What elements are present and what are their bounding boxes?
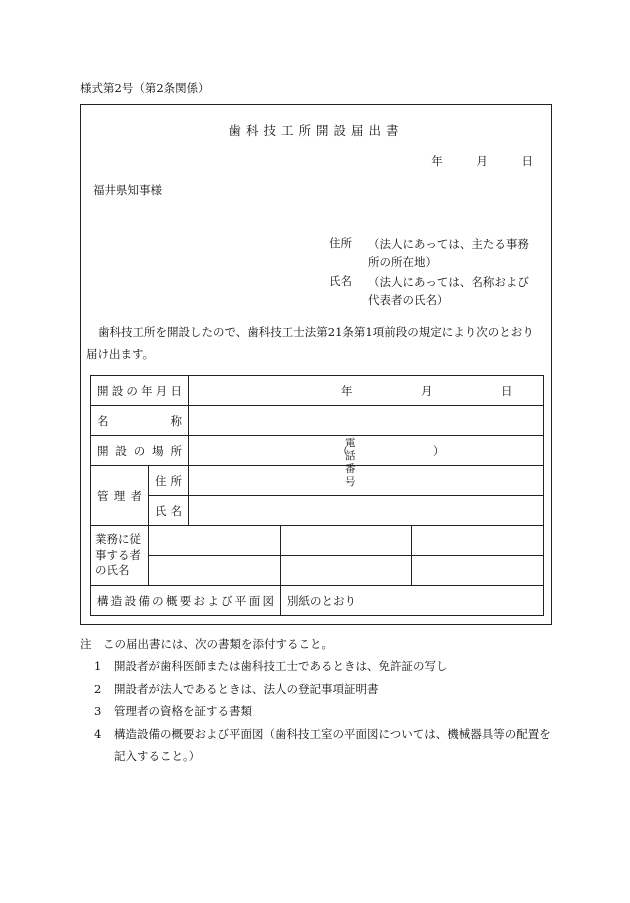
- phone-label: 電話番号: [345, 437, 359, 489]
- body-text: 歯科技工所を開設したので、歯科技工士法第21条第1項前段の規定により次のとおり届け出ます。: [86, 325, 534, 362]
- applicant-name[interactable]: [329, 273, 538, 310]
- facility-structure-value: 別紙のとおり: [281, 586, 544, 616]
- applicant-name-note: （法人にあっては、名称および代表者の氏名）: [368, 275, 529, 308]
- manager-name-field[interactable]: [189, 496, 544, 526]
- table-row: [91, 526, 544, 556]
- opening-date-field[interactable]: [189, 376, 544, 406]
- form-label: 様式第2号（第2条関係）: [80, 81, 210, 95]
- submission-date: [401, 153, 533, 169]
- opening-date-year: 年: [341, 384, 353, 398]
- date-month[interactable]: 月: [476, 154, 488, 168]
- table-row: [91, 376, 544, 406]
- list-item: [80, 655, 560, 677]
- applicant-name-label: 氏名: [329, 274, 352, 288]
- addressee: 福井県知事様: [93, 183, 162, 197]
- phone-close-paren: ）: [433, 444, 445, 458]
- facility-name-field[interactable]: [189, 406, 544, 436]
- note-number: 3: [94, 704, 102, 719]
- manager-name-label: 氏名: [149, 496, 189, 526]
- note-text: 開設者が歯科医師または歯科技工士であるときは、免許証の写し: [114, 659, 448, 674]
- phone-open-paren: （: [337, 444, 349, 458]
- opening-date-day: 日: [501, 384, 513, 398]
- opening-date-month: 月: [421, 384, 433, 398]
- staff-label: 業務に従事する者の氏名: [91, 526, 149, 586]
- applicant-address[interactable]: [329, 235, 538, 272]
- note-text: 開設者が法人であるときは、法人の登記事項証明書: [114, 681, 379, 696]
- note-text: 管理者の資格を証する書類: [114, 704, 252, 719]
- table-row: [91, 436, 544, 466]
- staff-cell[interactable]: [149, 556, 281, 586]
- notes: [80, 633, 560, 768]
- list-item: [80, 723, 560, 768]
- table-row: [91, 406, 544, 436]
- manager-label: 管理者: [91, 466, 149, 526]
- note-text: 構造設備の概要および平面図（歯科技工室の平面図については、機械器具等の配置を記入すること。）: [114, 726, 551, 764]
- note-number: 2: [94, 681, 102, 696]
- table-row: [91, 556, 544, 586]
- info-table: [90, 375, 544, 616]
- date-year[interactable]: 年: [431, 154, 443, 168]
- table-row: [91, 466, 544, 496]
- staff-cell[interactable]: [281, 556, 412, 586]
- applicant-address-label: 住所: [329, 236, 352, 250]
- location-label: 開設の場所: [91, 436, 189, 466]
- facility-structure-label: 構造設備の概要および平面図: [91, 586, 281, 616]
- applicant-address-note: （法人にあっては、主たる事務所の所在地）: [368, 237, 529, 270]
- notes-intro: 注 この届出書には、次の書類を添付すること。: [80, 637, 333, 651]
- note-number: 1: [94, 659, 102, 674]
- staff-cell[interactable]: [149, 526, 281, 556]
- manager-address-label: 住所: [149, 466, 189, 496]
- list-item: [80, 678, 560, 700]
- staff-cell[interactable]: [281, 526, 412, 556]
- list-item: [80, 700, 560, 722]
- location-field[interactable]: [189, 436, 544, 489]
- document-title: 歯科技工所開設届出書: [228, 123, 404, 138]
- staff-cell[interactable]: [412, 526, 544, 556]
- note-number: 4: [94, 726, 102, 741]
- table-row: [91, 586, 544, 616]
- opening-date-label: 開設の年月日: [91, 376, 189, 406]
- table-row: [91, 496, 544, 526]
- form-frame: [80, 104, 552, 625]
- staff-cell[interactable]: [412, 556, 544, 586]
- facility-name-label: 名称: [91, 406, 189, 436]
- date-day[interactable]: 日: [521, 154, 533, 168]
